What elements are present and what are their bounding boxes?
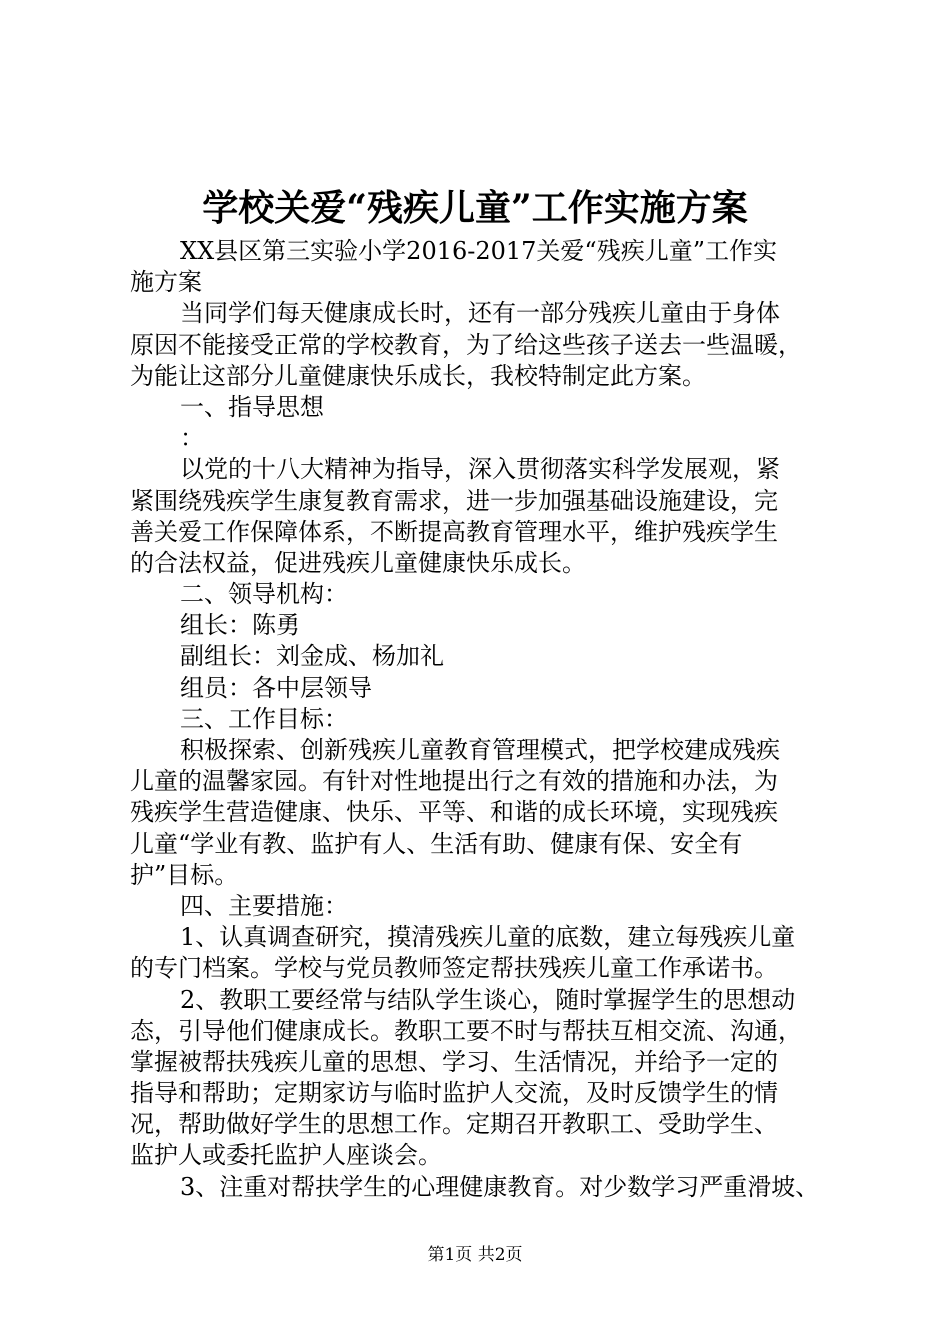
text-line: 副组长：刘金成、杨加礼 [180,642,444,671]
text-line: 二、领导机构： [180,580,348,609]
text-line: 施方案 [130,268,202,297]
text-line: 态，引导他们健康成长。教职工要不时与帮扶互相交流、沟通， [130,1016,802,1045]
document-title: 学校关爱“残疾儿童”工作实施方案 [202,187,748,229]
text-line: 残疾学生营造健康、快乐、平等、和谐的成长环境，实现残疾 [130,798,778,827]
text-line: 儿童的温馨家园。有针对性地提出行之有效的措施和办法，为 [130,767,778,796]
text-line: XX县区第三实验小学2016-2017关爱“残疾儿童”工作实 [180,237,777,265]
text-line: 的专门档案。学校与党员教师签定帮扶残疾儿童工作承诺书。 [130,954,778,983]
text-line: ： [180,424,204,453]
text-line: 的合法权益，促进残疾儿童健康快乐成长。 [130,548,586,577]
text-line: 当同学们每天健康成长时，还有一部分残疾儿童由于身体 [180,299,780,328]
text-line: 3、注重对帮扶学生的心理健康教育。对少数学习严重滑坡、 [180,1172,820,1201]
text-line: 积极探索、创新残疾儿童教育管理模式，把学校建成残疾 [180,736,780,764]
text-line: 儿童“学业有教、监护有人、生活有助、健康有保、安全有 [130,829,743,858]
text-line: 监护人或委托监护人座谈会。 [130,1141,442,1170]
text-line: 四、主要措施： [180,891,348,920]
text-line: 况，帮助做好学生的思想工作。定期召开教职工、受助学生、 [130,1110,778,1139]
text-line: 原因不能接受正常的学校教育，为了给这些孩子送去一些温暖， [130,330,802,359]
page-footer: 第1页 共2页 [427,1245,523,1265]
text-line: 紧围绕残疾学生康复教育需求，进一步加强基础设施建设，完 [130,486,778,515]
text-line: 指导和帮助；定期家访与临时监护人交流，及时反馈学生的情 [130,1079,778,1108]
text-line: 组员：各中层领导 [180,673,372,702]
text-line: 为能让这部分儿童健康快乐成长，我校特制定此方案。 [130,361,706,390]
text-line: 一、指导思想 [180,392,324,421]
text-line: 掌握被帮扶残疾儿童的思想、学习、生活情况，并给予一定的 [130,1047,778,1076]
text-line: 1、认真调查研究，摸清残疾儿童的底数，建立每残疾儿童 [180,923,796,952]
text-line: 护”目标。 [130,860,239,889]
document-body [130,236,835,1203]
text-line: 以党的十八大精神为指导，深入贯彻落实科学发展观，紧 [180,455,780,484]
text-line: 三、工作目标： [180,704,348,733]
text-line: 2、教职工要经常与结队学生谈心，随时掌握学生的思想动 [180,985,796,1014]
text-line: 善关爱工作保障体系，不断提高教育管理水平，维护残疾学生 [130,517,778,546]
text-line: 组长：陈勇 [180,611,300,640]
